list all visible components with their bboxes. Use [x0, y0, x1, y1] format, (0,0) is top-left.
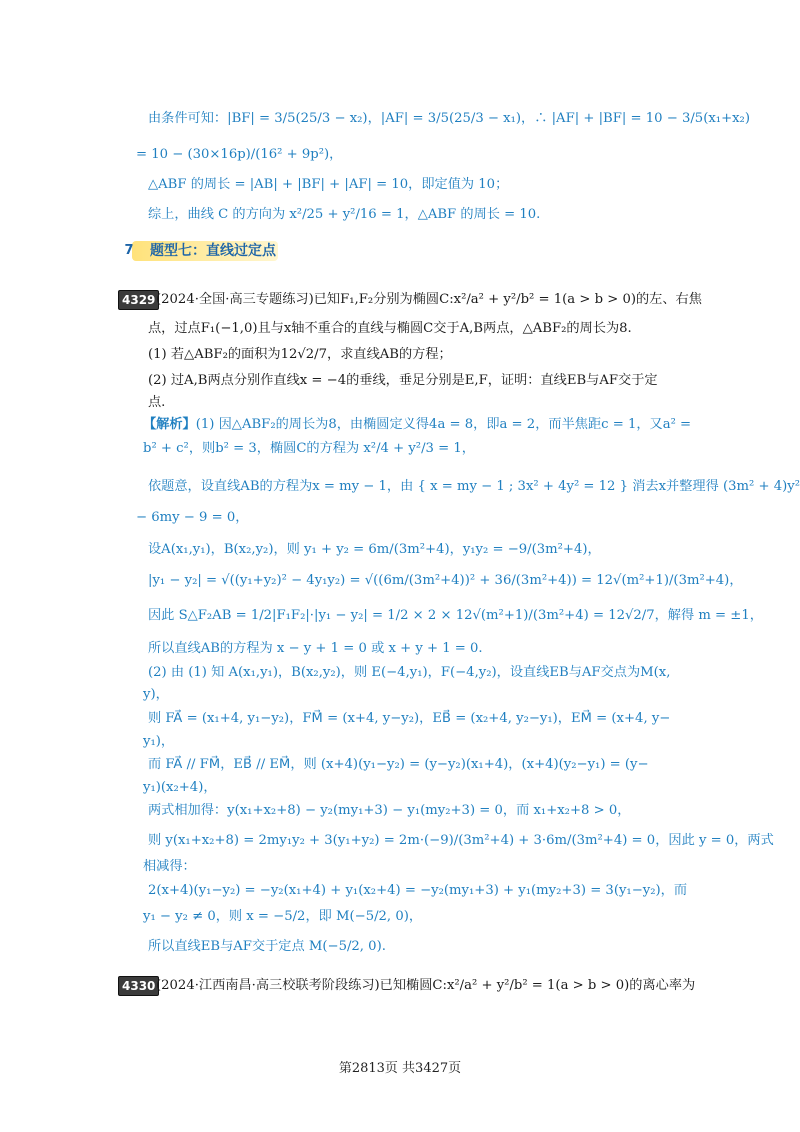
section-number-icon: 7: [124, 243, 134, 258]
solution-line-2: b² + c²，则b² = 3，椭圆C的方程为 x²/4 + y²/3 = 1，: [143, 441, 475, 456]
section-header: [116, 238, 276, 264]
section-title: 题型七：直线过定点: [150, 243, 276, 259]
solution-line-10: y)，: [143, 687, 169, 702]
problem-number-badge: 4329: [118, 290, 159, 310]
solution-line-14: y₁)(x₂+4)，: [143, 780, 217, 795]
problem-line-5: 点.: [148, 395, 166, 410]
page-footer: 第2813页 共3427页: [338, 1061, 462, 1076]
solution-line-20: 所以直线EB与AF交于定点 M(−5/2, 0).: [148, 939, 386, 954]
solution-line-9: (2) 由 (1) 知 A(x₁,y₁)，B(x₂,y₂)，则 E(−4,y₁)，F(−4,y₂)，设直线EB与AF交点为M(x,: [148, 665, 671, 680]
problem-line-3: (1) 若△ABF₂的面积为12√2/7，求直线AB的方程；: [148, 347, 452, 362]
problem-number-badge-next: 4330: [118, 976, 159, 996]
problem-line-1: (2024·全国·高三专题练习)已知F₁,F₂分别为椭圆C:x²/a² + y²/b² = 1(a > b > 0)的左、右焦: [156, 292, 702, 307]
solution-line-6: |y₁ − y₂| = √((y₁+y₂)² − 4y₁y₂) = √((6m/(3m²+4))² + 36/(3m²+4)) = 12√(m²+1)/(3m²+4)，: [148, 573, 743, 588]
solution-line-11: 则 FA⃗ = (x₁+4, y₁−y₂)，FM⃗ = (x+4, y−y₂)，EB⃗ = (x₂+4, y₂−y₁)，EM⃗ = (x+4, y−: [148, 711, 671, 726]
prev-solution-line-2: = 10 − (30×16p)/(16² + 9p²)，: [136, 147, 343, 162]
prev-solution-line-3: △ABF 的周长 = |AB| + |BF| + |AF| = 10，即定值为 10；: [148, 177, 509, 192]
next-problem-line-1: (2024·江西南昌·高三校联考阶段练习)已知椭圆C:x²/a² + y²/b² = 1(a > b > 0)的离心率为: [156, 978, 696, 993]
prev-solution-line-4: 综上，曲线 C 的方向为 x²/25 + y²/16 = 1，△ABF 的周长 = 10.: [148, 207, 541, 222]
problem-line-2: 点，过点F₁(−1,0)且与x轴不重合的直线与椭圆C交于A,B两点，△ABF₂的周长为8.: [148, 321, 632, 336]
problem-line-4: (2) 过A,B两点分别作直线x = −4的垂线，垂足分别是E,F，证明：直线EB与AF交于定: [148, 373, 658, 388]
solution-line-19: y₁ − y₂ ≠ 0，则 x = −5/2，即 M(−5/2, 0)，: [143, 909, 423, 924]
solution-tag: 【解析】: [143, 417, 196, 432]
solution-line-12: y₁)，: [143, 734, 175, 749]
solution-text-1: (1) 因△ABF₂的周长为8，由椭圆定义得4a = 8，即a = 2，而半焦距c = 1，又a² =: [195, 417, 692, 432]
solution-line-1: [143, 416, 691, 434]
solution-line-8: 所以直线AB的方程为 x − y + 1 = 0 或 x + y + 1 = 0.: [148, 641, 483, 656]
solution-line-16: 则 y(x₁+x₂+8) = 2my₁y₂ + 3(y₁+y₂) = 2m·(−9)/(3m²+4) + 3·6m/(3m²+4) = 0，因此 y = 0，两式: [148, 833, 774, 848]
solution-line-13: 而 FA⃗ // FM⃗，EB⃗ // EM⃗，则 (x+4)(y₁−y₂) = (y−y₂)(x₁+4)，(x+4)(y₂−y₁) = (y−: [148, 757, 649, 772]
solution-line-15: 两式相加得：y(x₁+x₂+8) − y₂(my₁+3) − y₁(my₂+3) = 0，而 x₁+x₂+8 > 0，: [148, 803, 631, 818]
solution-line-17: 相减得：: [143, 859, 196, 874]
solution-line-18: 2(x+4)(y₁−y₂) = −y₂(x₁+4) + y₁(x₂+4) = −y₂(my₁+3) + y₁(my₂+3) = 3(y₁−y₂)，而: [148, 883, 688, 898]
solution-line-4: − 6my − 9 = 0，: [136, 510, 249, 525]
solution-line-3: 依题意，设直线AB的方程为x = my − 1，由 { x = my − 1 ; 3x² + 4y² = 12 } 消去x并整理得 (3m² + 4)y²: [148, 479, 800, 494]
solution-line-7: 因此 S△F₂AB = 1/2|F₁F₂|·|y₁ − y₂| = 1/2 × 2 × 12√(m²+1)/(3m²+4) = 12√2/7，解得 m = ±1，: [148, 608, 763, 623]
solution-line-5: 设A(x₁,y₁)，B(x₂,y₂)，则 y₁ + y₂ = 6m/(3m²+4)，y₁y₂ = −9/(3m²+4)，: [148, 542, 601, 557]
prev-solution-line-1: 由条件可知：|BF| = 3/5(25/3 − x₂)，|AF| = 3/5(25/3 − x₁)，∴ |AF| + |BF| = 10 − 3/5(x₁+x₂): [148, 111, 750, 126]
